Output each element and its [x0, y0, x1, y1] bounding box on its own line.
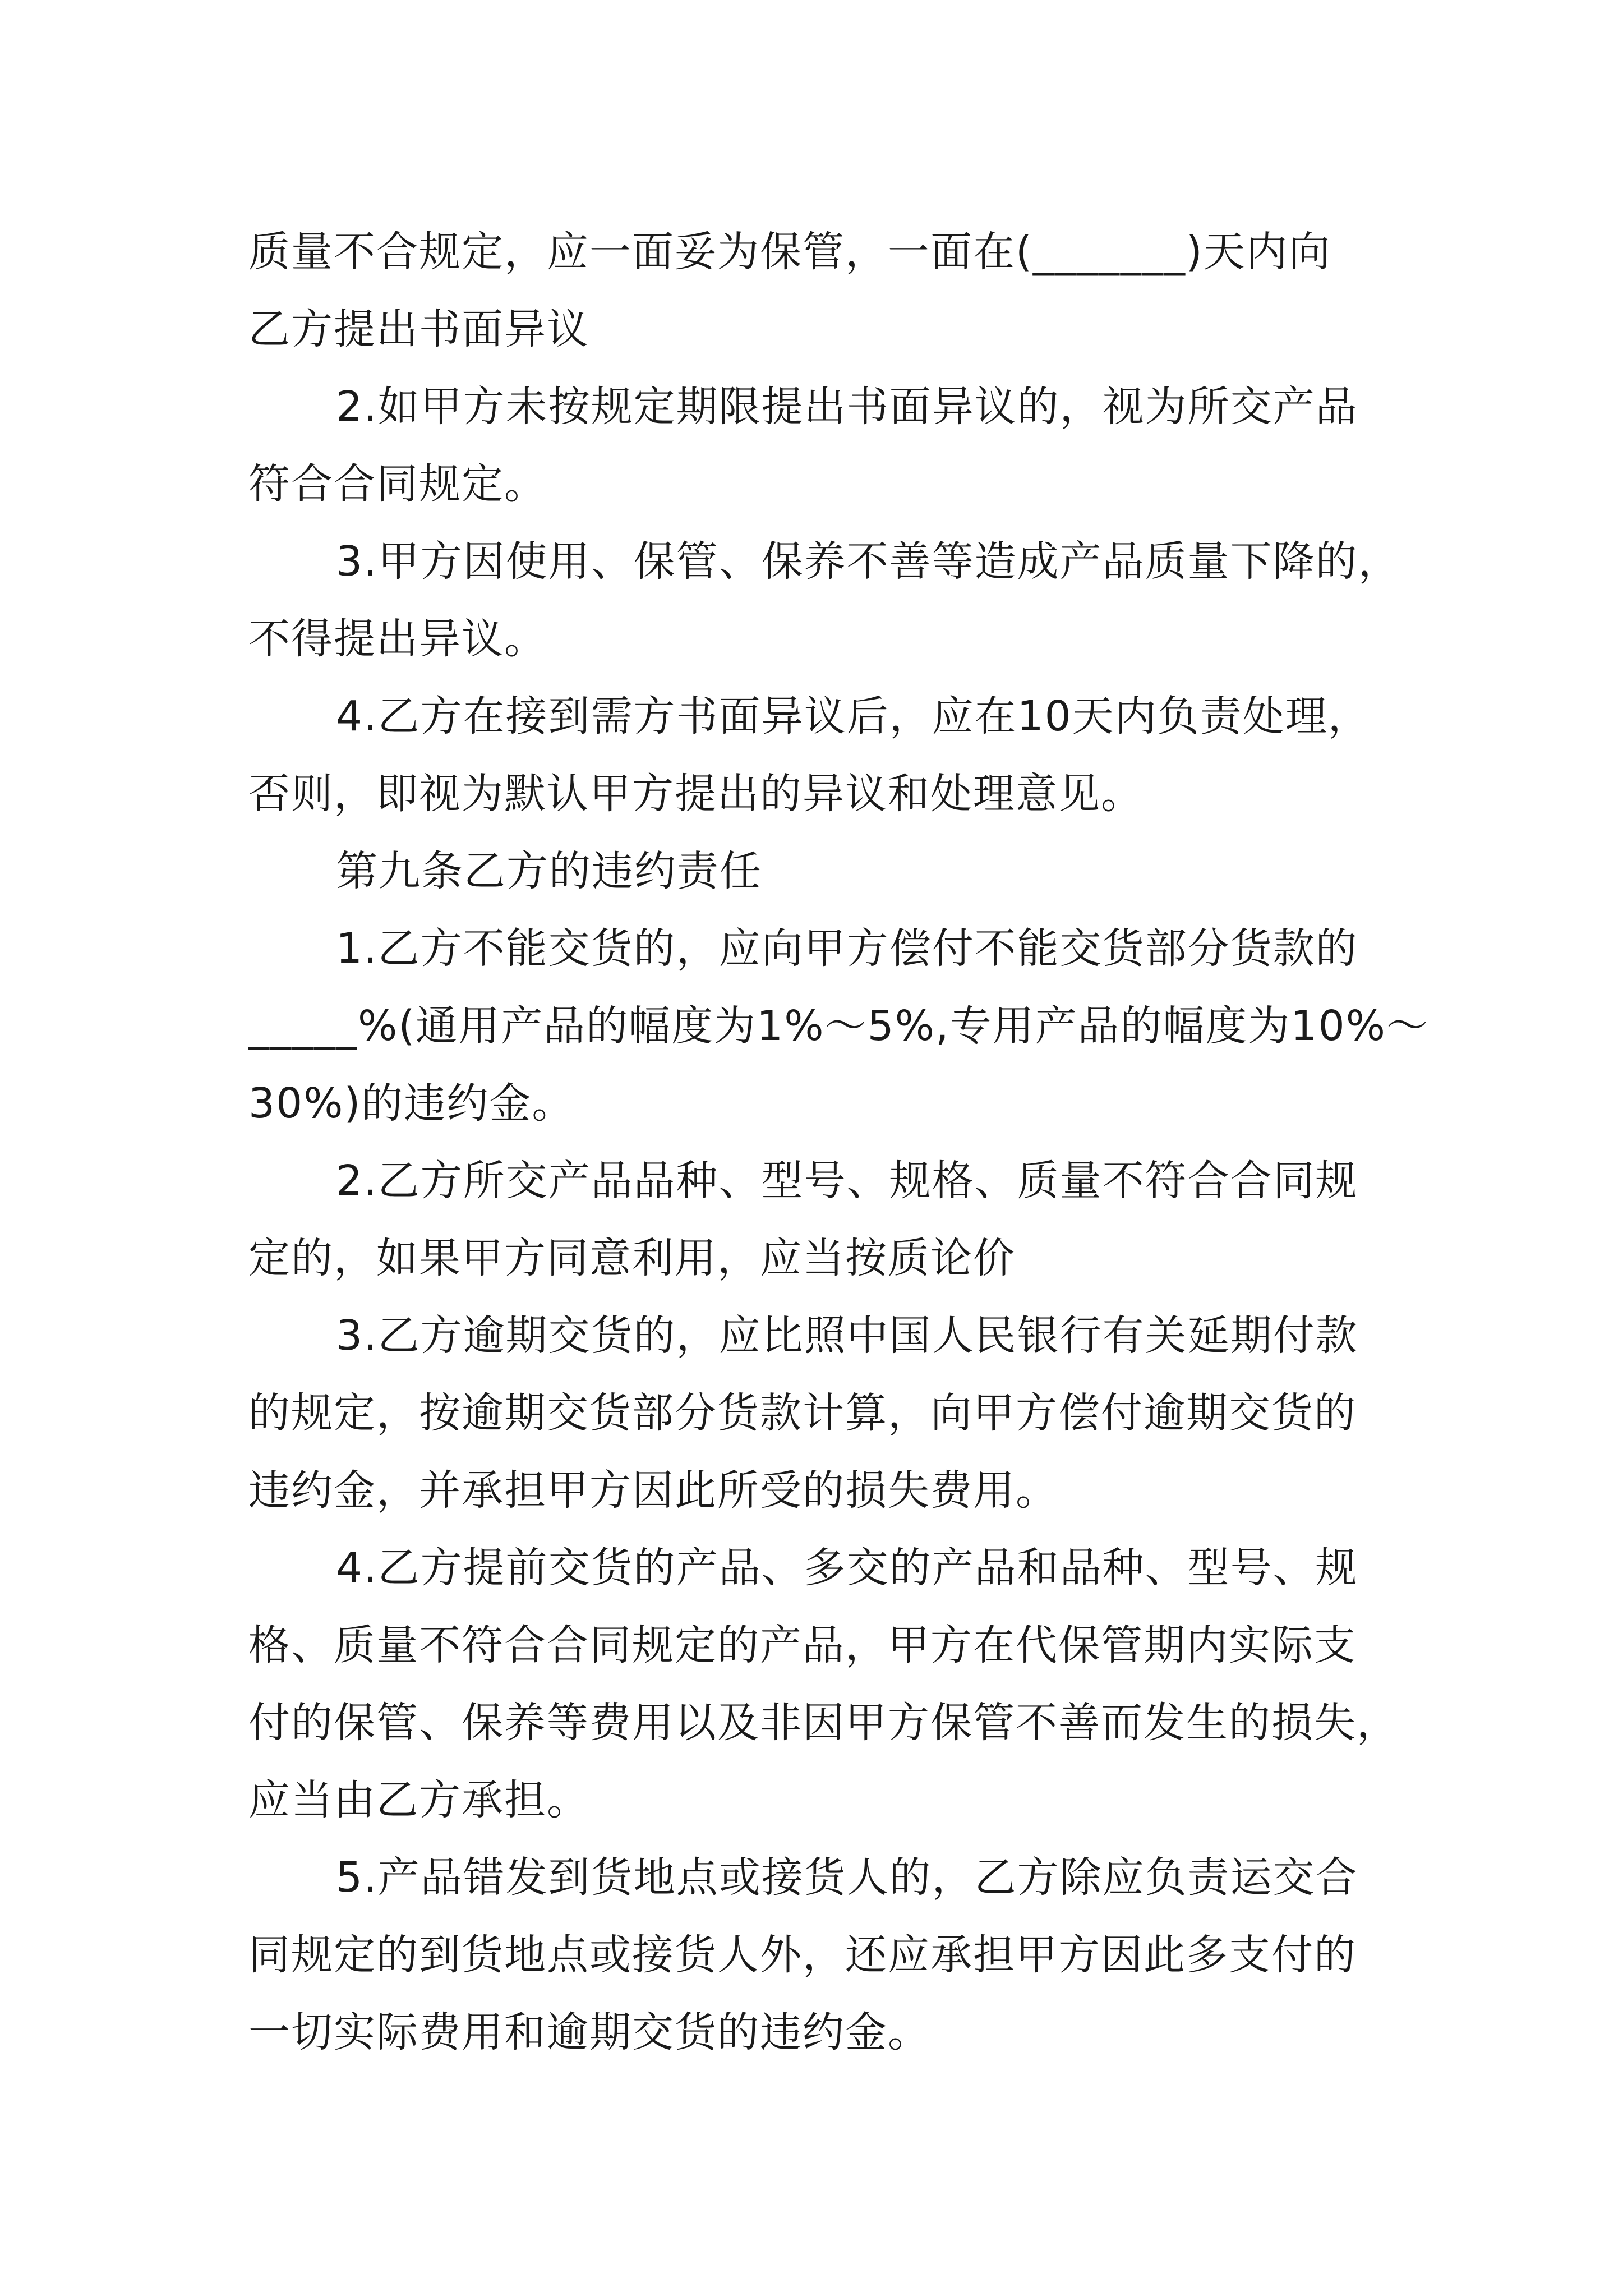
- paragraph-liability-2-nonconforming: [248, 1142, 1393, 1297]
- section-heading-article-9: [248, 832, 1393, 910]
- text-line: 5.产品错发到货地点或接货人的，乙方除应负责运交合: [336, 1853, 1358, 1902]
- text-line: 付的保管、保养等费用以及非因甲方保管不善而发生的损失，: [248, 1699, 1399, 1747]
- text-line: 4.乙方提前交货的产品、多交的产品和品种、型号、规: [336, 1544, 1358, 1592]
- text-line: 违约金，并承担甲方因此所受的损失费用。: [248, 1466, 1058, 1515]
- text-line: 3.乙方逾期交货的，应比照中国人民银行有关延期付款: [336, 1312, 1358, 1360]
- paragraph-clause-2-deadline: [248, 368, 1393, 523]
- text-line: 定的，如果甲方同意利用，应当按质论价: [248, 1234, 1016, 1282]
- text-line: _____%(通用产品的幅度为1%～5%,专用产品的幅度为10%～: [248, 1002, 1429, 1050]
- text-line: 2.乙方所交产品品种、型号、规格、质量不符合合同规: [336, 1157, 1358, 1205]
- paragraph-clause-3-misuse: [248, 523, 1401, 678]
- text-line: 乙方提出书面异议: [248, 305, 589, 353]
- text-line: 符合合同规定。: [248, 460, 547, 508]
- paragraph-quality-objection: [248, 213, 1393, 368]
- text-line: 质量不合规定，应一面妥为保管，一面在(_______)天内向: [248, 228, 1331, 276]
- text-line: 2.如甲方未按规定期限提出书面异议的，视为所交产品: [336, 383, 1358, 431]
- paragraph-liability-4-early-delivery: [248, 1529, 1399, 1839]
- text-line: 1.乙方不能交货的，应向甲方偿付不能交货部分货款的: [336, 924, 1358, 973]
- paragraph-clause-4-handling: [248, 678, 1393, 832]
- text-line: 4.乙方在接到需方书面异议后，应在10天内负责处理，: [336, 692, 1371, 740]
- text-line: 不得提出异议。: [248, 615, 547, 663]
- paragraph-liability-5-misdelivery: [248, 1839, 1393, 2071]
- paragraph-liability-3-late-delivery: [248, 1297, 1393, 1529]
- document-body: [248, 213, 1429, 2071]
- text-line: 应当由乙方承担。: [248, 1776, 589, 1824]
- text-line: 格、质量不符合合同规定的产品，甲方在代保管期内实际支: [248, 1621, 1357, 1669]
- text-line: 否则，即视为默认甲方提出的异议和处理意见。: [248, 770, 1144, 818]
- text-line: 第九条乙方的违约责任: [336, 847, 762, 895]
- text-line: 同规定的到货地点或接货人外，还应承担甲方因此多支付的: [248, 1931, 1357, 1979]
- text-line: 的规定，按逾期交货部分货款计算，向甲方偿付逾期交货的: [248, 1389, 1357, 1437]
- text-line: 3.甲方因使用、保管、保养不善等造成产品质量下降的，: [336, 537, 1401, 586]
- text-line: 一切实际费用和逾期交货的违约金。: [248, 2008, 930, 2056]
- text-line: 30%)的违约金。: [248, 1079, 575, 1128]
- paragraph-liability-1-no-delivery: [248, 910, 1429, 1142]
